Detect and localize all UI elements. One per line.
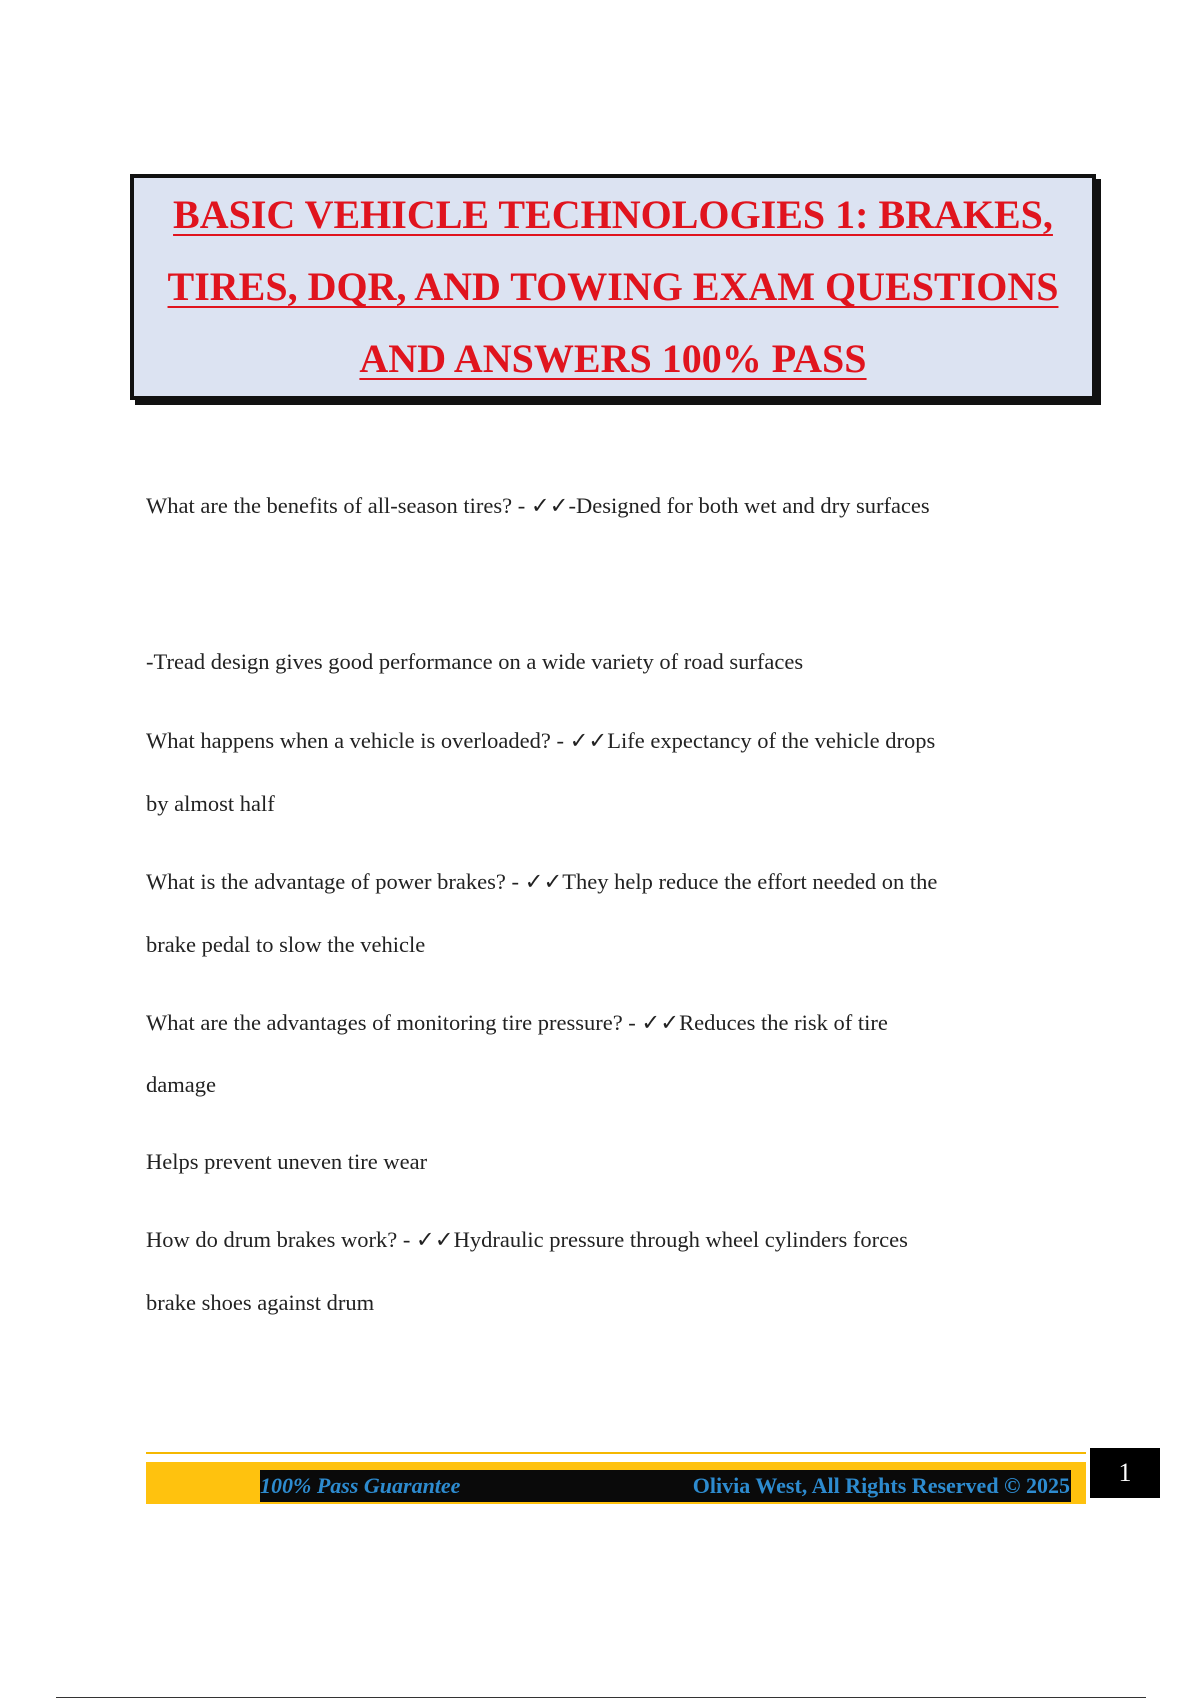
- page-bottom-rule: [56, 1697, 1146, 1698]
- document-title: [168, 179, 1059, 395]
- footer-copyright-text: Olivia West, All Rights Reserved © 2025: [692, 1473, 1070, 1498]
- qa-line-5: What is the advantage of power brakes? - ✓✓They help reduce the effort needed on the: [146, 869, 938, 894]
- qa-line-4: by almost half: [146, 791, 275, 816]
- title-line-3: AND ANSWERS 100% PASS: [359, 336, 867, 381]
- footer-guarantee-text: 100% Pass Guarantee: [260, 1473, 461, 1498]
- qa-line-7: What are the advantages of monitoring tire pressure? - ✓✓Reduces the risk of tire: [146, 1010, 888, 1035]
- title-box: [130, 174, 1096, 400]
- page-number: 1: [1090, 1448, 1160, 1498]
- title-line-1: BASIC VEHICLE TECHNOLOGIES 1: BRAKES,: [173, 192, 1053, 237]
- title-line-2: TIRES, DQR, AND TOWING EXAM QUESTIONS: [167, 264, 1059, 309]
- qa-line-8: damage: [146, 1072, 216, 1097]
- qa-line-6: brake pedal to slow the vehicle: [146, 932, 426, 957]
- qa-line-3: What happens when a vehicle is overloaded? - ✓✓Life expectancy of the vehicle drops: [146, 728, 936, 753]
- footer-rule: [146, 1452, 1086, 1454]
- qa-line-11: brake shoes against drum: [146, 1290, 375, 1315]
- qa-line-9: Helps prevent uneven tire wear: [146, 1149, 428, 1174]
- qa-line-2: -Tread design gives good performance on a wide variety of road surfaces: [146, 649, 804, 674]
- qa-line-1: What are the benefits of all-season tires? - ✓✓-Designed for both wet and dry surfaces: [146, 493, 930, 518]
- qa-line-10: How do drum brakes work? - ✓✓Hydraulic pressure through wheel cylinders forces: [146, 1227, 908, 1252]
